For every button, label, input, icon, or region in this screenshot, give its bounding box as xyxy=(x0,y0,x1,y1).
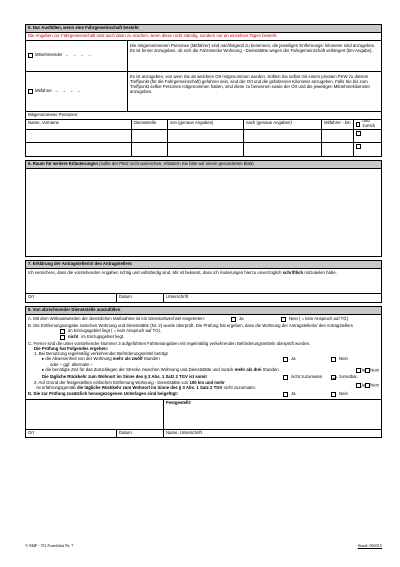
d-nein-checkbox[interactable] xyxy=(331,392,336,397)
c2-text-b: 100 km und mehr xyxy=(189,379,225,385)
a-ja-checkbox[interactable] xyxy=(231,317,236,322)
c1b-row: ▸ die benötigte Zeit für das Zurücklegen der Strecke zwischen Wohnung und Dienststätte und zurück mehr als drei Stunden Ja Nein xyxy=(42,367,379,374)
c1-zumutbar-checkbox[interactable] xyxy=(331,375,336,380)
b-opt2-row xyxy=(60,335,379,341)
b-opt2-checkbox[interactable] xyxy=(60,335,65,340)
sec8-ort-field[interactable]: Ort xyxy=(26,430,117,437)
nein-label: Nein xyxy=(339,390,348,396)
c-text: C. Ferner sind die unter vorstehender Nummer 3 aufgeführten Fahrtenangaben mit regelmäßig verkehrenden Beförderungsmitteln überprüft worden. xyxy=(28,340,311,346)
nach-field[interactable] xyxy=(244,143,322,156)
explanations-field[interactable] xyxy=(26,169,381,253)
mitfahrer-text: Es ist anzugeben, von wem Sie ab welchem Ort mitgenommen wurden. Sollten Sie selbst mit einem privaten PKW zu diesem Treffpunkt (für die Fahrgemeinschaft) gefahren sein, sind der Ort und die gefahrenen Kilometer anzugeben. Falls Sie bis zum Treffpunkt selbst Personen mitgenommen haben, sind diese zu benennen sowie der Ort und die jeweiligen Mitnehmekilometer anzugeben. xyxy=(130,73,371,94)
section-5-title: 5. Nur Ausfüllen, wenn eine Fahrgemeinschaft besteht xyxy=(26,25,381,33)
c1a-text-a: die Abwesenheit von der Wohnung xyxy=(45,356,112,362)
nein-label: Nein xyxy=(370,368,379,374)
c1b-text: die benötigte Zeit für das Zurücklegen der Strecke zwischen Wohnung und Dienststätte und zurück xyxy=(45,367,234,373)
c1a-text-c: Stunden xyxy=(143,356,160,362)
c1a-nein-checkbox[interactable] xyxy=(331,357,336,362)
von-field[interactable] xyxy=(168,130,244,142)
b-text: B. Die Entfernungsangabe zwischen Wohnung und Dienststätte (Nr. 2) wurde überprüft. Die Prüfung hat ergeben, dass die Wohnung der Antragstellerin/ des Antragstellers xyxy=(28,322,353,328)
dienststelle-field[interactable] xyxy=(132,143,168,156)
c1-nicht-zuzumuten-checkbox[interactable] xyxy=(283,375,288,380)
c2-text-c: ist erfahrungsgemäß xyxy=(36,384,76,390)
a-nein-checkbox[interactable] xyxy=(281,317,286,322)
section-8 xyxy=(25,306,382,438)
name-field[interactable] xyxy=(26,143,132,156)
nach-field[interactable] xyxy=(244,130,322,142)
nicht-zuzumuten-label: nicht zuzumuten xyxy=(291,373,323,379)
c2-text-e: nicht zuzumuten. xyxy=(223,384,257,390)
section-7 xyxy=(25,260,382,303)
zurueck-checkbox[interactable] xyxy=(356,122,360,127)
km-field[interactable] xyxy=(322,143,354,156)
declaration-text xyxy=(26,269,381,294)
sec8-signature-row xyxy=(26,429,381,437)
a-ja-label: Ja xyxy=(239,315,244,321)
d-ja-checkbox[interactable] xyxy=(283,392,288,397)
persons-header-row xyxy=(26,120,381,130)
c-sub: Die Prüfung hat Folgendes ergeben: xyxy=(34,345,109,351)
section-5 xyxy=(25,24,382,157)
c2-text: 2. Auf Grund der festgestellten einfachen Entfernung Wohnung - Dienststätte von xyxy=(34,379,189,385)
zumutbar-label: zumutbar. xyxy=(339,373,358,379)
arrow-right-icon: → → → → xyxy=(64,52,93,58)
km-field[interactable] xyxy=(322,130,354,142)
zurueck-checkbox[interactable] xyxy=(356,131,361,136)
oder-text: oder – ggf. alternativ – xyxy=(50,362,93,368)
footer-right: Stand: 060315 xyxy=(357,543,382,548)
ja-label: Ja xyxy=(360,382,366,388)
declaration-text-c: mitzuteilen habe. xyxy=(304,269,337,275)
col-name: Name, Vorname xyxy=(26,120,132,129)
c1a-row: ▸ die Abwesenheit von der Wohnung mehr als zwölf Stunden Ja Nein xyxy=(42,356,348,362)
nein-label: Nein xyxy=(339,356,348,362)
festgestellt-block xyxy=(26,399,381,429)
c1a-text-b: mehr als zwölf xyxy=(112,356,143,362)
section-6-note: (sollte der Platz nicht ausreichen, erläutern Sie bitte auf einem gesonderten Blatt) xyxy=(99,160,254,166)
dienststelle-field[interactable] xyxy=(132,130,168,142)
page-footer xyxy=(25,544,382,549)
col-von: von (genaue Angaben) xyxy=(168,120,244,129)
c2-row xyxy=(34,381,379,391)
col-km: Mitfahrer - km xyxy=(322,120,354,129)
c1b-text-c: Stunden xyxy=(262,367,279,373)
name-field[interactable] xyxy=(26,130,132,142)
arrow-right-icon: → → → → xyxy=(53,87,82,93)
mitnehmender-row xyxy=(26,41,381,72)
col-nach: nach (genaue Angaben) xyxy=(244,120,322,129)
mitnehmender-text: Die mitgenommenen Personen (Mitfahrer) sind nachfolgend zu benennen, die jeweiligen Entfernungs- kilometer sind anzugeben. Es ist ferner anzugeben, ob sich die Fahrstrecke Wohnung - Dienststätte wegen der Fahrgemeinschaft verlängert (km-Angabe). xyxy=(130,42,376,53)
unterschrift-field[interactable]: Unterschrift xyxy=(166,293,188,299)
datum-field[interactable]: Datum xyxy=(117,294,164,302)
c1a-ja-checkbox[interactable] xyxy=(283,357,288,362)
d-row xyxy=(28,391,379,398)
d-text: D. Die zur Prüfung zusätzlich herangezogenen Unterlagen sind beigefügt: xyxy=(28,390,179,396)
b-opt1-checkbox[interactable] xyxy=(60,329,65,334)
mitfahrer-checkbox[interactable] xyxy=(28,89,33,94)
festgestellt-label: Festgestellt: xyxy=(166,399,192,405)
c1-result-text: Die tägliche Rückkehr zum Wohnort im Sinne des § 3 Abs. 1 Satz 2 TGV ist somit xyxy=(42,373,207,379)
section-5-subtitle: Die Angaben zur Fahrgemeinschaft sind auch dann zu machen, wenn diese nicht ständig, sondern nur an einzelnen Tagen besteht. xyxy=(26,33,381,41)
mitnehmender-checkbox[interactable] xyxy=(28,53,33,58)
ort-field[interactable]: Ort xyxy=(26,294,117,302)
mitfahrer-label: Mitfahrer xyxy=(35,87,52,93)
mitfahrer-row xyxy=(26,72,381,112)
nein-label: Nein xyxy=(370,382,379,388)
persons-label: Mitgenommene Personen: xyxy=(26,112,381,120)
zurueck-checkbox[interactable] xyxy=(356,144,361,149)
col-zurueck: und zurück xyxy=(362,118,376,129)
a-text: A. Mit dem Wirksamwerden der dienstlichen Maßnahme ist ein Dienstortwechsel eingetreten: xyxy=(28,315,205,321)
b-opt2-label-b: im Einzugsgebiet liegt. xyxy=(81,334,125,340)
section-8-title: 8. Von abrechnender Dienststelle auszufüllen xyxy=(26,307,381,315)
section-6 xyxy=(25,160,382,257)
von-field[interactable] xyxy=(168,143,244,156)
declaration-text-b: schriftlich xyxy=(282,269,304,275)
ja-label: Ja xyxy=(291,356,296,362)
mitnehmender-label: Mitnehmender xyxy=(35,52,63,58)
signature-row xyxy=(26,294,381,302)
c2-text-d: die tägliche Rückkehr zum Wohnort im Sinne des § 3 Abs. 1 Satz 2 TGV xyxy=(77,384,223,390)
c1b-text-b: mehr als drei xyxy=(234,367,262,373)
c1-text: 1. Bei Benutzung regelmäßig verkehrender Beförderungsmittel beträgt xyxy=(34,350,168,356)
sec8-unterschrift-field[interactable]: Name, Unterschrift xyxy=(166,429,202,435)
person-row xyxy=(26,130,381,143)
ja-label: Ja xyxy=(360,368,366,374)
section-7-title: 7. Erklärung der Antragstellerin/ des Antragstellers xyxy=(26,261,381,269)
ja-label: Ja xyxy=(291,390,296,396)
person-row xyxy=(26,143,381,156)
a-nein-label: Nein ( = kein Anspruch auf TG) xyxy=(289,315,349,321)
declaration-text-a: Ich versichere, dass die vorstehenden Angaben richtig und vollständig sind. Mir ist bekannt, dass ich Änderungen hierzu unverzüglich xyxy=(28,269,282,275)
col-dienststelle: Dienststelle xyxy=(132,120,168,129)
section-6-title: 6. Raum für weitere Erläuterungen xyxy=(28,160,98,166)
footer-left: © MdF - TG Formblatt Nr. 7 xyxy=(25,543,74,548)
b-opt2-label-a: nicht xyxy=(68,334,79,340)
a-row xyxy=(28,316,379,323)
sec8-datum-field[interactable]: Datum xyxy=(117,430,164,437)
b-opt1-label: im Einzugsgebiet liegt ( = kein Anspruch auf TG). xyxy=(68,328,162,334)
